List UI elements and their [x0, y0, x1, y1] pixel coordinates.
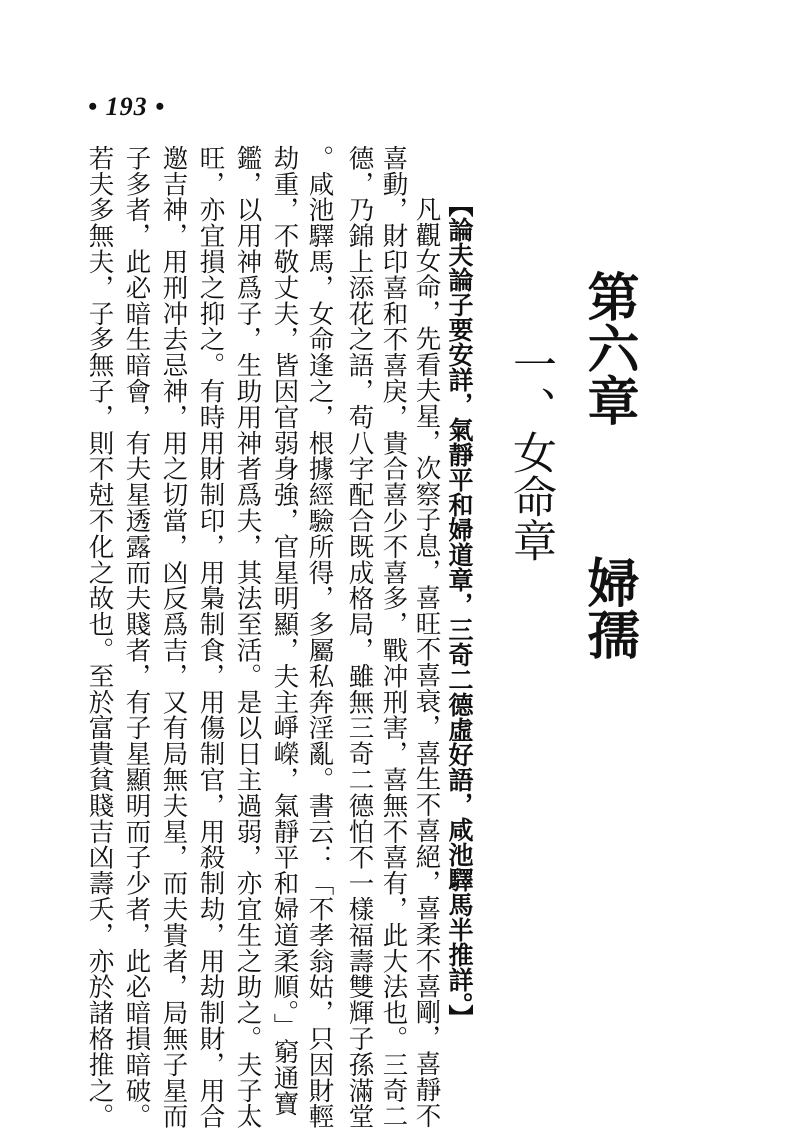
body-line: 子多者，此必暗生暗會，有夫星透露而夫賤者，有子星顯明而子少者，此必暗損暗破。 — [121, 145, 152, 1130]
body-line: 若夫多無夫，子多無子，則不尅不化之故也。至於富貴貧賤吉凶壽夭，亦於諸格推之。 — [84, 145, 115, 1130]
body-line: 德，乃錦上添花之語，苟八字配合既成格局，雖無三奇二德怕不一樣福壽雙輝子孫滿堂 — [344, 145, 375, 1130]
section-title: 一、女命章 — [505, 342, 556, 562]
body-line: 旺，亦宜損之抑之。有時用財制印，用梟制食，用傷制官，用殺制劫，用劫制財，用合 — [195, 145, 226, 1130]
body-line: 凡觀女命，先看夫星，次察子息，喜旺不喜衰，喜生不喜絕，喜柔不喜剛，喜靜不 — [411, 196, 442, 1129]
body-line: 喜動，財印喜和不喜戾，貴合喜少不喜多，戰冲刑害，喜無不喜有，此大法也。三奇二 — [378, 145, 409, 1130]
page-number: • 193 • — [88, 92, 166, 121]
body-line: 。咸池驛馬，女命逢之，根據經驗所得，多屬私奔淫亂。書云：「不孝翁姑，只因財輕 — [304, 145, 335, 1130]
chapter-prefix: 第六章 — [578, 270, 638, 426]
chapter-title — [578, 270, 638, 660]
section-subtitle: 【論夫論子要安詳，氣靜平和婦道章，三奇二德虛好語，咸池驛馬半推詳。】 — [445, 192, 474, 1030]
body-line: 鑑，以用神爲子，生助用神者爲夫，其法至活。是以日主過弱，亦宜生之助之。夫子太 — [232, 145, 263, 1130]
body-line: 邀吉神，用刑冲去忌神，用之切當，凶反爲吉，又有局無夫星，而夫貴者，局無子星而 — [158, 145, 189, 1130]
chapter-name: 婦孺 — [578, 556, 638, 660]
body-line: 劫重，不敬丈夫，皆因官弱身強，官星明顯，夫主崢嶸，氣靜平和婦道柔順。」窮通寶 — [269, 145, 300, 1117]
